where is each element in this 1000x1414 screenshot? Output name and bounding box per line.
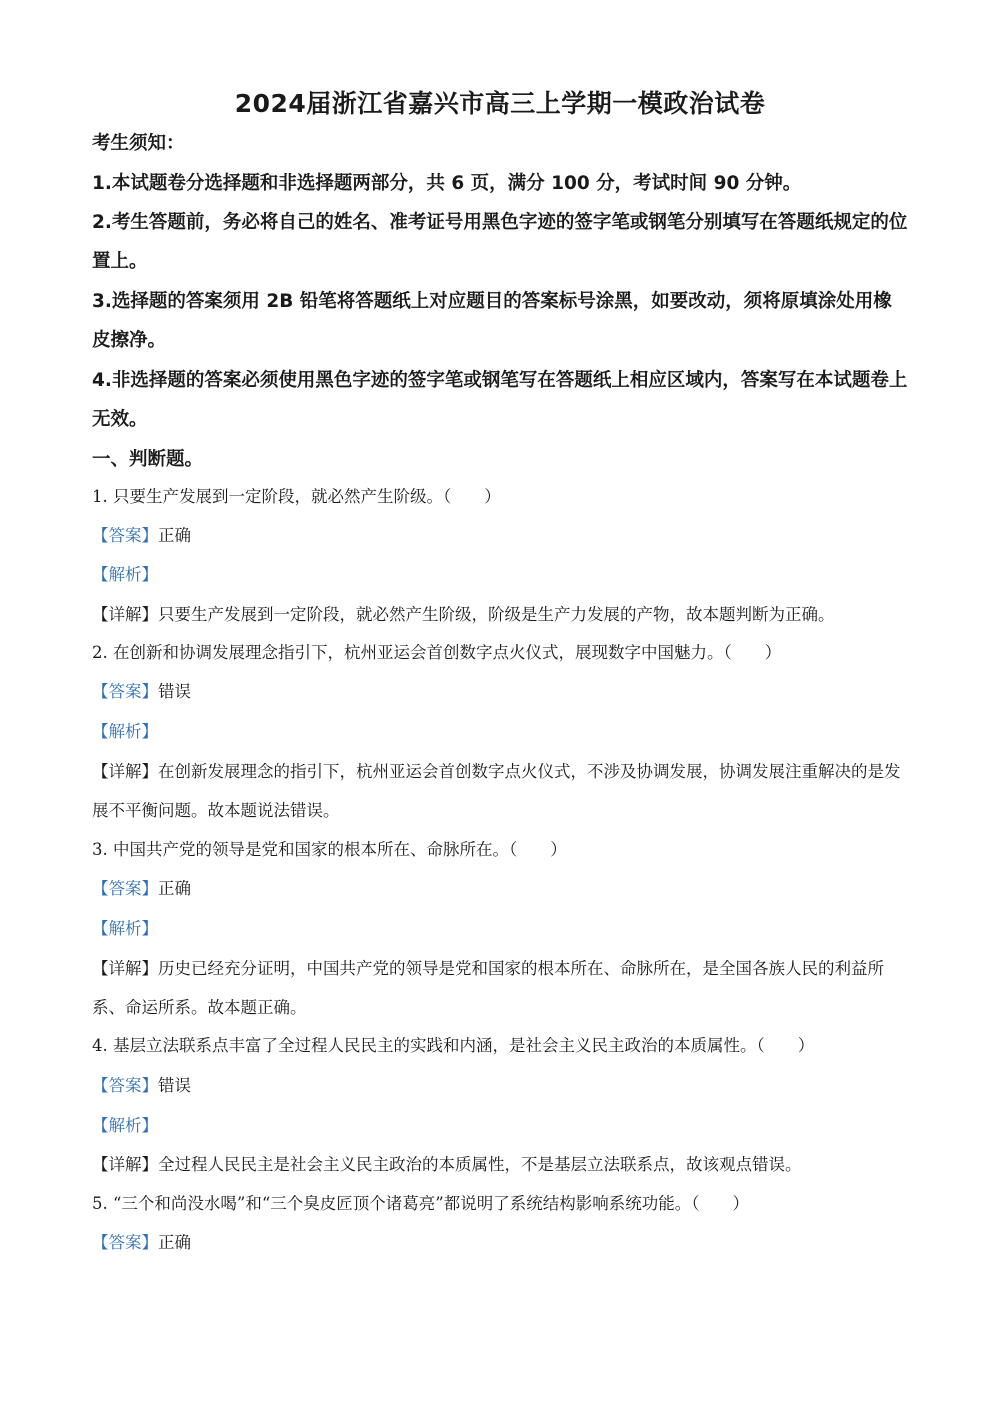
- notice-item-1: 1.本试题卷分选择题和非选择题两部分，共 6 页，满分 100 分，考试时间 90 分钟。: [92, 173, 802, 194]
- detail-label: 【详解】: [92, 1155, 158, 1174]
- question-1-detail: [92, 595, 910, 634]
- question-2-detail: [92, 752, 910, 830]
- answer-value: 正确: [158, 879, 191, 898]
- question-4-analysis: [92, 1114, 910, 1138]
- page-title: 2024届浙江省嘉兴市高三上学期一模政治试卷: [234, 89, 766, 118]
- detail-text: 历史已经充分证明，中国共产党的领导是党和国家的根本所在、命脉所在，是全国各族人民的利益所系、命运所系。故本题正确。: [92, 959, 884, 1017]
- notice-item-3: 3.选择题的答案须用 2B 铅笔将答题纸上对应题目的答案标号涂黑，如要改动，须将原填涂处用橡皮擦净。: [92, 291, 892, 351]
- detail-text: 在创新发展理念的指引下，杭州亚运会首创数字点火仪式，不涉及协调发展，协调发展注重解决的是发展不平衡问题。故本题说法错误。: [92, 762, 901, 820]
- answer-value: 错误: [158, 1076, 191, 1095]
- notice-heading: 考生须知：: [92, 133, 185, 154]
- section-heading: 一、判断题。: [92, 449, 204, 470]
- analysis-label: 【解析】: [92, 919, 158, 938]
- question-4-detail: [92, 1145, 910, 1184]
- question-3-analysis: [92, 917, 910, 941]
- detail-text: 只要生产发展到一定阶段，就必然产生阶级，阶级是生产力发展的产物，故本题判断为正确。: [158, 605, 835, 624]
- answer-value: 错误: [158, 682, 191, 701]
- answer-value: 正确: [158, 1233, 191, 1252]
- question-4-stem: 4. 基层立法联系点丰富了全过程人民民主的实践和内涵，是社会主义民主政治的本质属性。（ ）: [92, 1036, 815, 1055]
- question-1-analysis: [92, 563, 910, 587]
- detail-label: 【详解】: [92, 959, 158, 978]
- analysis-label: 【解析】: [92, 722, 158, 741]
- answer-label: 【答案】: [92, 1233, 158, 1252]
- question-1-answer: [92, 524, 910, 548]
- question-3-stem: 3. 中国共产党的领导是党和国家的根本所在、命脉所在。（ ）: [92, 840, 567, 859]
- answer-label: 【答案】: [92, 682, 158, 701]
- answer-label: 【答案】: [92, 526, 158, 545]
- question-2-answer: [92, 680, 910, 704]
- detail-label: 【详解】: [92, 762, 158, 781]
- answer-value: 正确: [158, 526, 191, 545]
- notice-item-2: 2.考生答题前，务必将自己的姓名、准考证号用黑色字迹的签字笔或钢笔分别填写在答题纸规定的位置上。: [92, 212, 908, 272]
- notice-item-4: 4.非选择题的答案必须使用黑色字迹的签字笔或钢笔写在答题纸上相应区域内，答案写在本试题卷上无效。: [92, 370, 908, 430]
- question-4-answer: [92, 1074, 910, 1098]
- answer-label: 【答案】: [92, 1076, 158, 1095]
- question-5-answer: [92, 1231, 910, 1255]
- answer-label: 【答案】: [92, 879, 158, 898]
- question-3-answer: [92, 877, 910, 901]
- analysis-label: 【解析】: [92, 565, 158, 584]
- question-2-analysis: [92, 720, 910, 744]
- detail-label: 【详解】: [92, 605, 158, 624]
- question-1-stem: 1. 只要生产发展到一定阶段，就必然产生阶级。（ ）: [92, 487, 501, 506]
- detail-text: 全过程人民民主是社会主义民主政治的本质属性，不是基层立法联系点，故该观点错误。: [158, 1155, 802, 1174]
- question-5-stem: 5. “三个和尚没水喝”和“三个臭皮匠顶个诸葛亮”都说明了系统结构影响系统功能。（ ）: [92, 1194, 749, 1213]
- analysis-label: 【解析】: [92, 1116, 158, 1135]
- question-2-stem: 2. 在创新和协调发展理念指引下，杭州亚运会首创数字点火仪式，展现数字中国魅力。（ ）: [92, 643, 782, 662]
- question-3-detail: [92, 949, 910, 1027]
